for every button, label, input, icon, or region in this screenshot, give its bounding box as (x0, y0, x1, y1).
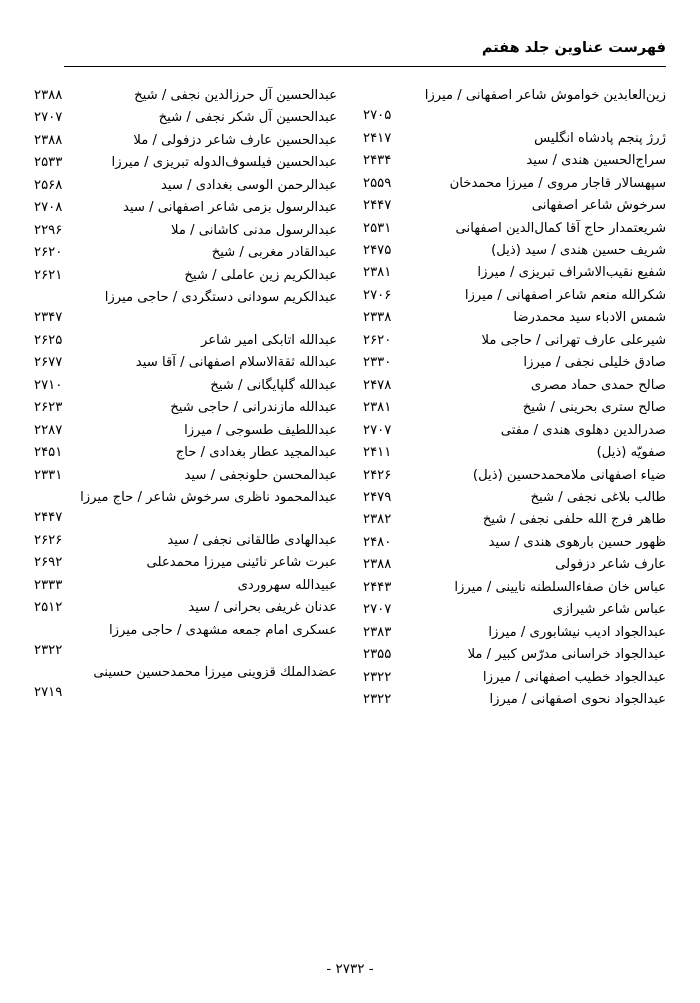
entry-page-number: ۲۴۲۶ (363, 467, 392, 483)
index-entry (363, 645, 666, 664)
entry-title: عبدالرحمن الوسى بغدادى / سيد (160, 177, 337, 193)
entry-page-number: ۲۵۳۳ (34, 155, 63, 171)
entry-title: عبدالرسول مدنى كاشانى / ملا (171, 222, 337, 238)
index-entry (363, 86, 666, 126)
entry-page-number: ۲۳۸۸ (34, 132, 63, 148)
index-entry (34, 176, 337, 195)
entry-title: طاهر فرج الله حلفى نجفى / شيخ (482, 512, 666, 528)
entry-title: عارف شاعر دزفولى (555, 557, 666, 573)
index-entry (363, 308, 666, 327)
entry-page-number: ۲۷۰۷ (363, 422, 392, 438)
header-divider (64, 66, 666, 67)
index-entry (34, 243, 337, 262)
entry-page-number: ۲۶۲۱ (34, 267, 63, 283)
entry-title: ظهور حسين بارهوى هندى / سيد (488, 534, 666, 550)
index-entry (34, 531, 337, 550)
entry-page-number: ۲۴۱۱ (363, 445, 392, 461)
entry-title: عبدالحسين عارف شاعر دزفولى / ملا (133, 132, 337, 148)
entry-page-number: ۲۴۷۵ (363, 242, 392, 258)
entry-title: سرخوش شاعر اصفهانى (531, 198, 666, 214)
entry-title: سراج‌الحسين هندى / سيد (526, 153, 666, 169)
entry-title: عبرت شاعر نائينى ميرزا محمدعلى (146, 555, 337, 571)
entry-title: عباس شاعر شيرازى (552, 602, 666, 618)
index-entry (363, 443, 666, 462)
index-entry (363, 286, 666, 305)
entry-page-number: ۲۵۶۸ (34, 177, 63, 193)
index-entry (363, 331, 666, 350)
entry-title: صادق خليلى نجفى / ميرزا (523, 355, 666, 371)
entry-page-number: ۲۴۵۱ (34, 445, 63, 461)
entry-title: شفيع نقيب‌الاشراف تبريزى / ميرزا (477, 265, 666, 281)
entry-page-number: ۲۷۰۸ (34, 200, 63, 216)
entry-page-number: ۲۴۴۷ (34, 510, 63, 526)
entry-page-number: ۲۶۲۰ (363, 332, 392, 348)
entry-title: صفويّه (ذيل) (596, 445, 666, 461)
index-entry (363, 129, 666, 148)
entry-title: عبدالرسول بزمى شاعر اصفهانى / سيد (122, 200, 337, 216)
index-entry (363, 668, 666, 687)
entry-title: صدرالدين دهلوى هندى / مفتى (500, 422, 666, 438)
index-entry (34, 488, 337, 528)
entry-page-number: ۲۳۴۷ (34, 310, 63, 326)
entry-title: عبدالقادر مغربى / شيخ (211, 245, 337, 261)
index-entry (363, 623, 666, 642)
entry-title: عبدالكريم سودانى دستگردى / حاجى ميرزا (104, 290, 337, 306)
entry-page-number: ۲۴۴۳ (363, 579, 392, 595)
index-entry (363, 219, 666, 238)
entry-page-number: ۲۷۰۷ (34, 110, 63, 126)
page-header (34, 40, 666, 74)
entry-title: عبدالحسين فيلسوف‌الدوله تبريزى / ميرزا (111, 155, 337, 171)
entry-page-number: ۲۴۴۷ (363, 198, 392, 214)
entry-title: عبدالله گلپايگانى / شيخ (210, 377, 337, 393)
entry-title: عبدالمجيد عطار بغدادى / حاج (175, 445, 337, 461)
entry-title: شريف حسين هندى / سيد (ذيل) (491, 242, 666, 258)
index-entry (363, 398, 666, 417)
entry-page-number: ۲۳۸۳ (363, 624, 392, 640)
entry-title: زين‌العابدين خواموش شاعر اصفهانى / ميرزا (424, 88, 666, 103)
entry-page-number: ۲۴۷۹ (363, 489, 392, 505)
right-column (363, 86, 666, 916)
entry-page-number: ۲۳۳۸ (363, 310, 392, 326)
entry-page-number: ۲۳۳۰ (363, 355, 392, 371)
entry-page-number: ۲۳۸۸ (363, 557, 392, 573)
entry-title: طالب بلاغى نجفى / شيخ (530, 489, 666, 505)
index-entry (363, 600, 666, 619)
entry-page-number: ۲۶۲۳ (34, 400, 63, 416)
entry-title: ضياء اصفهانى ملامحمدحسين (ذيل) (472, 467, 666, 483)
index-entry (34, 421, 337, 440)
index-entry (363, 263, 666, 282)
entry-page-number: ۲۵۱۲ (34, 600, 63, 616)
index-entry (363, 376, 666, 395)
index-entry (34, 153, 337, 172)
page-title: فهرست عناوين جلد هفتم (481, 40, 666, 56)
index-entry (363, 533, 666, 552)
entry-page-number: ۲۵۳۱ (363, 220, 392, 236)
entry-title: عبدالله ثقةالاسلام اصفهانى / آقا سيد (135, 355, 337, 371)
index-entry (363, 510, 666, 529)
index-entry (363, 690, 666, 709)
index-entry (363, 466, 666, 485)
entry-page-number: ۲۷۱۹ (34, 685, 63, 701)
index-entry (363, 488, 666, 507)
entry-title: شمس الادباء سيد محمدرضا (513, 310, 666, 326)
index-entry (363, 555, 666, 574)
entry-page-number: ۲۶۲۰ (34, 245, 63, 261)
entry-title: سپهسالار قاجار مروى / ميرزا محمدخان (449, 175, 666, 191)
entry-title: عبدالمحسن حلونجفى / سيد (184, 467, 337, 483)
entry-page-number: ۲۳۳۳ (34, 577, 63, 593)
entry-title: عباس خان صفاءالسلطنه نايينى / ميرزا (454, 579, 666, 595)
index-entry (363, 353, 666, 372)
entry-page-number: ۲۳۲۲ (363, 692, 392, 708)
index-entry (34, 466, 337, 485)
index-entry (34, 376, 337, 395)
index-entry (363, 241, 666, 260)
entry-page-number: ۲۷۰۷ (363, 602, 392, 618)
entry-page-number: ۲۴۷۸ (363, 377, 392, 393)
entry-title: عبدالحسين آل حرزالدين نجفى / شيخ (134, 88, 337, 103)
index-entry (34, 198, 337, 217)
entry-page-number: ۲۲۸۷ (34, 422, 63, 438)
entry-page-number: ۲۳۸۲ (363, 512, 392, 528)
entry-title: عبدالحسين آل شكر نجفى / شيخ (158, 110, 337, 126)
index-entry (34, 598, 337, 617)
entry-page-number: ۲۳۳۱ (34, 467, 63, 483)
entry-title: عبدالهادى طالقانى نجفى / سيد (167, 532, 337, 548)
entry-title: عبدالجواد نحوى اصفهانى / ميرزا (489, 692, 666, 708)
entry-page-number: ۲۵۵۹ (363, 175, 392, 191)
entry-title: عبدالكريم زين عاملى / شيخ (184, 267, 337, 283)
index-entry (34, 86, 337, 105)
index-entry (34, 621, 337, 661)
index-entry (363, 578, 666, 597)
entry-title: عضدالملك قزوينى ميرزا محمدحسين حسينى (93, 665, 337, 681)
index-entry (363, 196, 666, 215)
entry-page-number: ۲۳۸۱ (363, 265, 392, 281)
entry-title: عبدالله مازندرانى / حاجى شيخ (170, 400, 337, 416)
entry-title: عبيدالله سهروردى (237, 577, 337, 593)
entry-title: شكرالله منعم شاعر اصفهانى / ميرزا (464, 287, 666, 303)
entry-page-number: ۲۷۰۵ (363, 108, 392, 124)
entry-title: عبدالجواد خطيب اصفهانى / ميرزا (482, 669, 666, 685)
index-entry (34, 221, 337, 240)
entry-page-number: ۲۳۸۱ (363, 400, 392, 416)
entry-page-number: ۲۳۸۸ (34, 88, 63, 103)
entry-title: صالح حمدى حماد مصرى (530, 377, 666, 393)
entry-title: عبدالجواد خراسانى مدرّس كبير / ملا (467, 647, 666, 663)
index-entry (34, 288, 337, 328)
entry-title: ژرژ پنجم پادشاه انگليس (534, 130, 666, 146)
index-entry (363, 151, 666, 170)
entry-page-number: ۲۶۹۲ (34, 555, 63, 571)
entry-title: عسكرى امام جمعه مشهدى / حاجى ميرزا (108, 622, 337, 638)
entry-page-number: ۲۴۱۷ (363, 130, 392, 146)
entry-page-number: ۲۳۲۲ (34, 642, 63, 658)
index-entry (34, 266, 337, 285)
entry-title: عبدالمحمود ناظرى سرخوش شاعر / حاج ميرزا (80, 489, 337, 505)
index-entry (34, 108, 337, 127)
entry-page-number: ۲۷۰۶ (363, 287, 392, 303)
index-entry (34, 353, 337, 372)
index-entry (363, 174, 666, 193)
entry-page-number: ۲۳۲۲ (363, 669, 392, 685)
index-entry (363, 421, 666, 440)
entry-page-number: ۲۷۱۰ (34, 377, 63, 393)
entry-page-number: ۲۶۲۵ (34, 332, 63, 348)
entry-page-number: ۲۶۷۷ (34, 355, 63, 371)
entry-title: شيرعلى عارف تهرانى / حاجى ملا (481, 332, 666, 348)
index-entry (34, 443, 337, 462)
index-entry (34, 398, 337, 417)
entry-title: صالح سترى بحرينى / شيخ (522, 400, 666, 416)
entry-title: عدنان غريفى بحرانى / سيد (188, 600, 337, 616)
index-columns (34, 86, 666, 916)
index-entry (34, 576, 337, 595)
index-entry (34, 131, 337, 150)
entry-page-number: ۲۲۹۶ (34, 222, 63, 238)
entry-title: عبداللطيف طسوجى / ميرزا (184, 422, 337, 438)
left-column (34, 86, 337, 916)
entry-page-number: ۲۴۳۴ (363, 153, 392, 169)
entry-title: شريعتمدار حاج آقا كمال‌الدين اصفهانى (455, 220, 666, 236)
index-entry (34, 663, 337, 703)
entry-page-number: ۲۶۲۶ (34, 532, 63, 548)
entry-page-number: ۲۳۵۵ (363, 647, 392, 663)
entry-title: عبدالجواد اديب نيشابورى / ميرزا (488, 624, 666, 640)
index-entry (34, 553, 337, 572)
entry-page-number: ۲۴۸۰ (363, 534, 392, 550)
index-entry (34, 331, 337, 350)
page-number: - ۲۷۳۲ - (326, 961, 374, 977)
entry-title: عبدالله اتابكى امير شاعر (201, 332, 337, 348)
